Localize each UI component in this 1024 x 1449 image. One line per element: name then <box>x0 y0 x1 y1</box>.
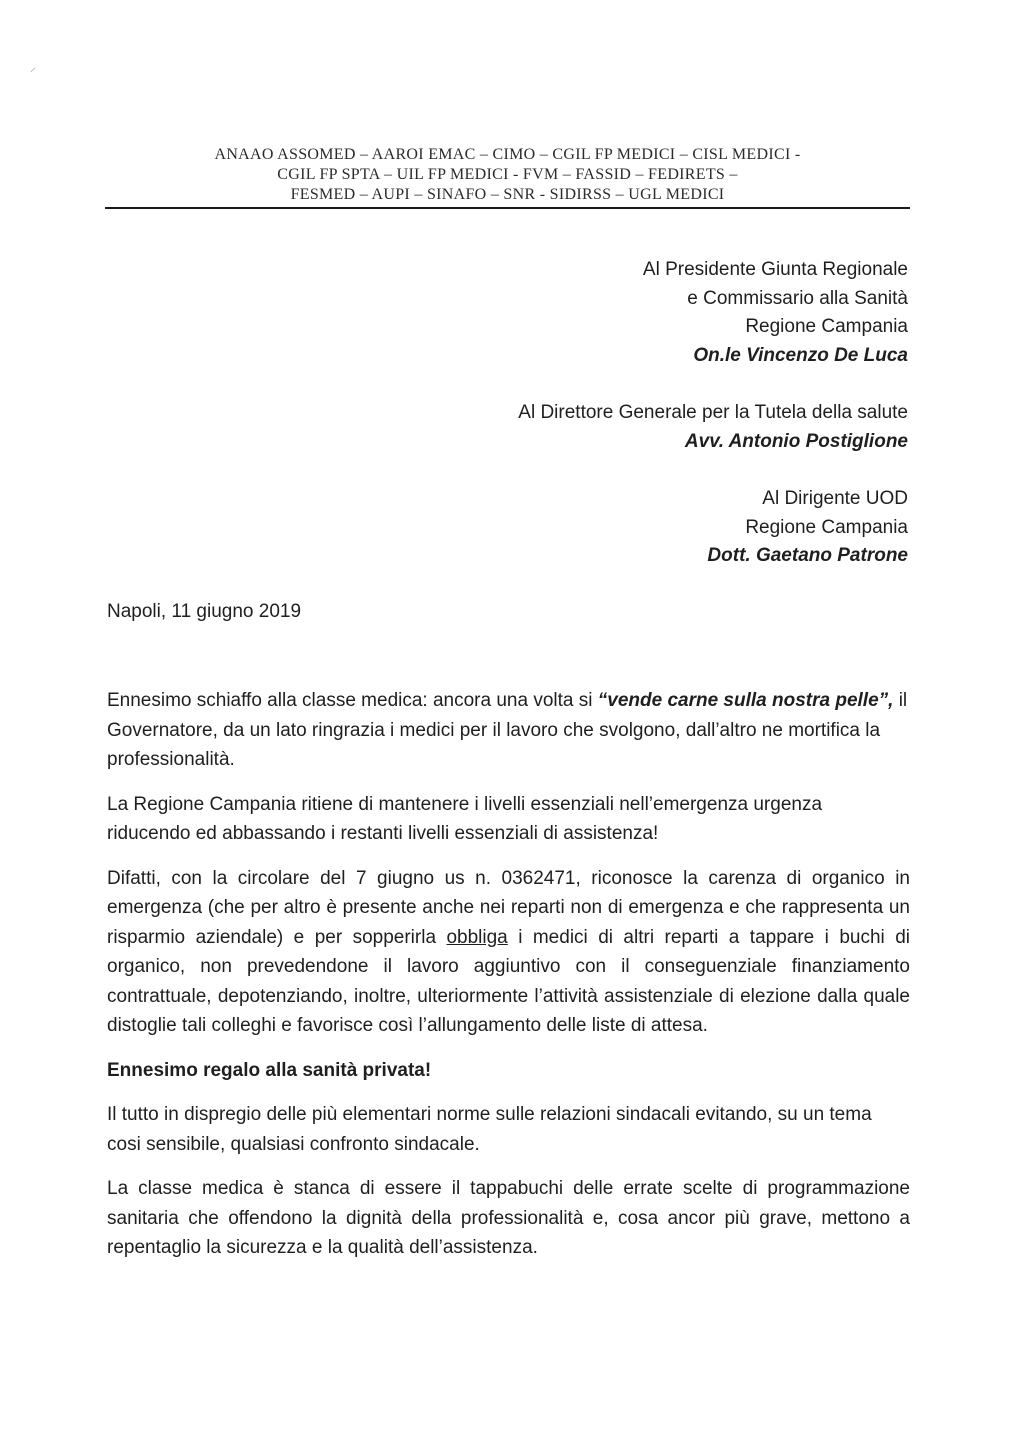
recipient-line: e Commissario alla Sanità <box>687 287 908 309</box>
recipient-line: Al Dirigente UOD <box>762 488 908 509</box>
letterhead-line-3: FESMED – AUPI – SINAFO – SNR - SIDIRSS – UGL MEDICI <box>290 186 725 203</box>
letterhead-line-2: CGIL FP SPTA – UIL FP MEDICI - FVM – FASSID – FEDIRETS – <box>277 166 738 183</box>
section-heading: Ennesimo regalo alla sanità privata! <box>107 1059 432 1081</box>
letter-date: Napoli, 11 giugno 2019 <box>107 601 302 622</box>
recipient-line: Regione Campania <box>745 516 908 538</box>
recipient-line: Al Presidente Giunta Regionale <box>642 259 908 280</box>
recipient-uod <box>348 485 908 571</box>
recipient-name: Avv. Antonio Postiglione <box>684 430 908 452</box>
paragraph-5: La classe medica è stanca di essere il tappabuchi delle errate scelte di programmazione sanitaria che offendono la dignità della professionalità e, cosa ancor più grave, mettono a repentaglio la sicurezza e la qualità dell’assistenza. <box>107 1178 910 1258</box>
letterhead <box>105 145 910 205</box>
recipients <box>348 256 908 571</box>
recipient-name: On.le Vincenzo De Luca <box>693 344 908 366</box>
paragraph-1-end: il Governatore, da un lato ringrazia i medici per il lavoro che svolgono, dall’altro ne mortifica la professionalità. <box>107 690 908 770</box>
recipient-president <box>348 256 908 370</box>
paragraph-2: La Regione Campania ritiene di mantenere i livelli essenziali nell’emergenza urgenza riducendo ed abbassando i restanti livelli essenziali di assistenza! <box>107 793 823 844</box>
underlined-word: obbliga <box>446 926 508 948</box>
recipient-line: Regione Campania <box>745 316 908 337</box>
scan-artifact: ⸝ <box>30 60 37 74</box>
paragraph-1 <box>107 686 910 775</box>
paragraph-1-start: Ennesimo schiaffo alla classe medica: ancora una volta si <box>107 690 598 711</box>
paragraph-4: Il tutto in dispregio delle più elementari norme sulle relazioni sindacali evitando, su un tema cosi sensibile, qualsiasi confronto sindacale. <box>107 1104 872 1155</box>
letterhead-line-1: ANAAO ASSOMED – AAROI EMAC – CIMO – CGIL FP MEDICI – CISL MEDICI - <box>214 146 801 163</box>
letterhead-divider <box>105 207 910 209</box>
paragraph-3-start: Difatti, con la circolare del 7 giugno us n. 0362471, riconosce la carenza di organico in emergenza (che per altro è presente anche nei reparti non di emergenza e che rappresenta un risparmio aziendale) e per sopperirla <box>107 867 910 948</box>
letter-body <box>107 686 910 1278</box>
paragraph-3-end: i medici di altri reparti a tappare i buchi di organico, non prevedendone il lavoro aggiuntivo con il conseguenziale finanziamento contrattuale, depotenziando, inoltre, ulteriormente l’attività assistenziale di elezione dalla quale distoglie tali colleghi e favorisce così l’allungamento delle liste di attesa. <box>107 926 910 1036</box>
recipient-director <box>348 399 908 456</box>
recipient-line: Al Direttore Generale per la Tutela della salute <box>518 402 908 423</box>
paragraph-3 <box>107 864 910 1041</box>
quoted-phrase: “vende carne sulla nostra pelle”, <box>597 690 894 711</box>
recipient-name: Dott. Gaetano Patrone <box>707 545 908 566</box>
